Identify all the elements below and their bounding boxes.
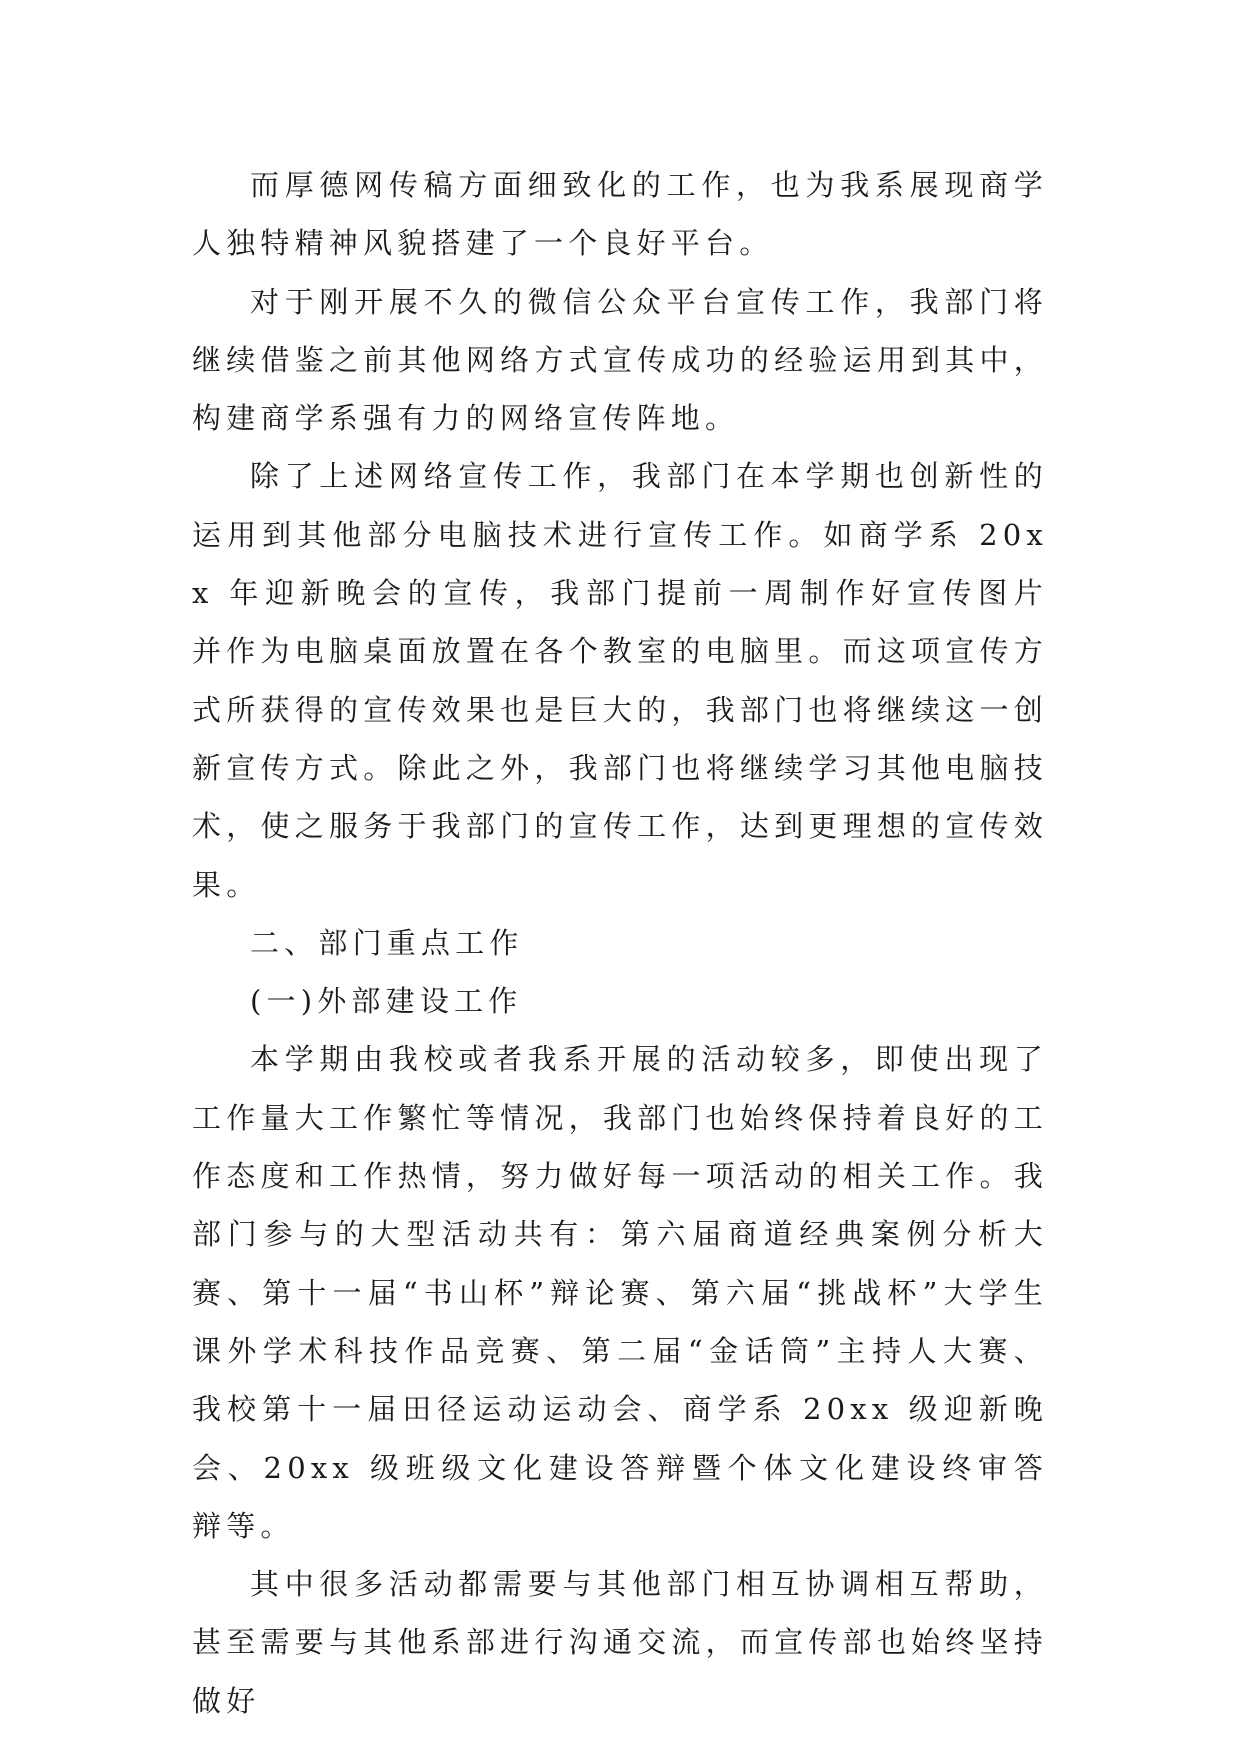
paragraph-4: 本学期由我校或者我系开展的活动较多，即使出现了工作量大工作繁忙等情况，我部门也始终保持着良好的工作态度和工作热情，努力做好每一项活动的相关工作。我部门参与的大型活动共有：第六届商道经典案例分析大赛、第十一届“书山杯”辩论赛、第六届“挑战杯”大学生课外学术科技作品竞赛、第二届“金话筒”主持人大赛、我校第十一届田径运动运动会、商学系 20xx 级迎新晚会、20xx 级班级文化建设答辩暨个体文化建设终审答辩等。 xyxy=(192,1042,1048,1543)
subsection-heading: (一)外部建设工作 xyxy=(250,984,523,1019)
paragraph-3: 除了上述网络宣传工作，我部门在本学期也创新性的运用到其他部分电脑技术进行宣传工作。如商学系 20xx 年迎新晚会的宣传，我部门提前一周制作好宣传图片并作为电脑桌面放置在各个教室的电脑里。而这项宣传方式所获得的宣传效果也是巨大的，我部门也将继续这一创新宣传方式。除此之外，我部门也将继续学习其他电脑技术，使之服务于我部门的宣传工作，达到更理想的宣传效果。 xyxy=(192,459,1048,902)
paragraph-5: 其中很多活动都需要与其他部门相互协调相互帮助，甚至需要与其他系部进行沟通交流，而宣传部也始终坚持做好 xyxy=(192,1567,1048,1718)
paragraph-2: 对于刚开展不久的微信公众平台宣传工作，我部门将继续借鉴之前其他网络方式宣传成功的经验运用到其中，构建商学系强有力的网络宣传阵地。 xyxy=(192,284,1048,436)
paragraph-1: 而厚德网传稿方面细致化的工作，也为我系展现商学人独特精神风貌搭建了一个良好平台。 xyxy=(192,168,1048,261)
document-body xyxy=(192,156,1048,1730)
section-heading: 二、部门重点工作 xyxy=(250,925,524,960)
